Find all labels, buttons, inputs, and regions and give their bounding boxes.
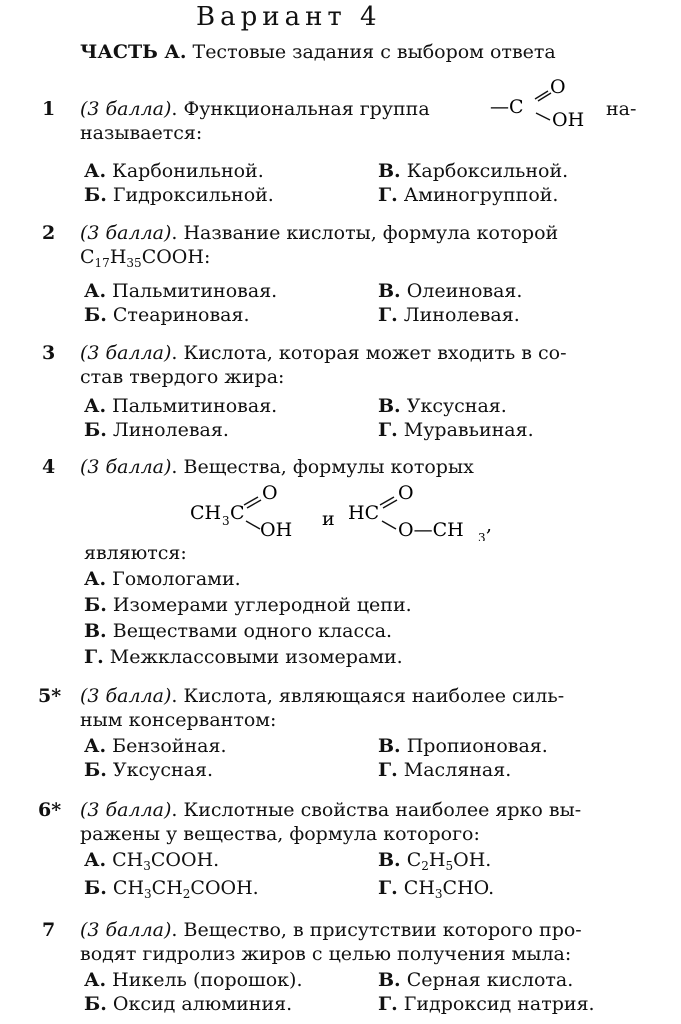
part-header (80, 40, 556, 64)
question-stem (80, 341, 640, 389)
stem-hyphenation: на- (606, 98, 637, 120)
stem-line: . Кислота, которая может входить в со- (171, 342, 567, 364)
stem-line: ражены у вещества, формула которого: (80, 823, 480, 845)
stem-line: . Кислотные свойства наиболее ярко вы- (171, 799, 582, 821)
left-formula-subscript: 3 (222, 514, 230, 528)
option-g: Г. Масляная. (378, 759, 512, 781)
option-v: В. Карбоксильной. (378, 160, 569, 182)
question-points: (3 балла) (80, 222, 172, 244)
option-g: Г. Линолевая. (378, 304, 520, 326)
stem-line: ным консервантом: (80, 709, 277, 731)
option-b: Б. Гидроксильной. (84, 184, 274, 206)
question-stem (80, 684, 640, 732)
question-points: (3 балла) (80, 342, 172, 364)
conjunction: и (322, 508, 335, 530)
option-v: В. Олеиновая. (378, 280, 523, 302)
question-number: 5* (38, 685, 62, 707)
option-g: Г. Аминогруппой. (378, 184, 559, 206)
group-oxygen: O (550, 79, 566, 98)
carboxyl-group-structure (490, 79, 600, 129)
option-v: В. Серная кислота. (378, 969, 574, 991)
option-b: Б. Стеариновая. (84, 304, 250, 326)
question-stem (80, 918, 640, 966)
option-b: Б. Оксид алюминия. (84, 993, 293, 1015)
left-formula-hydroxyl: OH (260, 519, 293, 541)
question-number: 2 (42, 222, 56, 244)
option-a: А. Никель (порошок). (84, 969, 303, 991)
question-points: (3 балла) (80, 98, 172, 120)
right-formula-comma: , (486, 514, 493, 536)
stem-line: . Вещество, в присутствии которого про- (171, 919, 582, 941)
stem-line: водят гидролиз жиров с целью получения мыла: (80, 943, 572, 965)
group-prefix: —C (490, 96, 524, 118)
stem-line: . Название кислоты, формула которой (171, 222, 559, 244)
option-a: А. Бензойная. (84, 735, 227, 757)
question-points: (3 балла) (80, 456, 172, 478)
question-stem (80, 798, 640, 846)
stem-line: называется: (80, 122, 203, 144)
question-stem (80, 455, 640, 479)
right-formula-prefix: HC (348, 502, 380, 524)
acid-formula: $C_{17}H_{35}COOH$: (80, 246, 211, 270)
option-v: В. Веществами одного класса. (84, 620, 393, 642)
stem-line: . Функциональная группа (171, 98, 430, 120)
part-label: ЧАСТЬ А. (80, 41, 187, 63)
question-number: 6* (38, 799, 62, 821)
option-b: Б. $CH_3CH_2COOH$. (84, 877, 259, 901)
question-points: (3 балла) (80, 919, 172, 941)
part-text: Тестовые задания с выбором ответа (192, 41, 556, 63)
stem-line: . Вещества, формулы которых (171, 456, 474, 478)
option-a: А. Пальмитиновая. (84, 280, 278, 302)
left-formula-carbon: C (230, 502, 245, 524)
option-b: Б. Линолевая. (84, 419, 229, 441)
option-g: Г. Муравьиная. (378, 419, 534, 441)
left-formula-prefix: CH (190, 502, 222, 524)
option-g: Г. Межклассовыми изомерами. (84, 646, 403, 668)
stem-line: став твердого жира: (80, 366, 285, 388)
option-a: А. Карбонильной. (84, 160, 264, 182)
stem-line: . Кислота, являющаяся наиболее силь- (171, 685, 565, 707)
question-number: 4 (42, 456, 56, 478)
option-a: А. Гомологами. (84, 568, 241, 590)
right-formula-subscript: 3 (478, 531, 486, 541)
question-points: (3 балла) (80, 799, 172, 821)
option-g: Г. $CH_3CHO$. (378, 877, 495, 901)
option-g: Г. Гидроксид натрия. (378, 993, 595, 1015)
option-b: Б. Уксусная. (84, 759, 213, 781)
right-formula-oxygen: O (398, 482, 414, 504)
option-a: А. Пальмитиновая. (84, 395, 278, 417)
option-v: В. Уксусная. (378, 395, 507, 417)
option-v: В. Пропионовая. (378, 735, 548, 757)
option-b: Б. Изомерами углеродной цепи. (84, 594, 412, 616)
structural-formulas (190, 479, 520, 541)
left-formula-oxygen: O (262, 482, 278, 504)
question-number: 3 (42, 342, 56, 364)
question-number: 1 (42, 98, 56, 120)
stem-line: являются: (84, 542, 187, 564)
right-formula-ester: O—CH (398, 519, 464, 541)
question-points: (3 балла) (80, 685, 172, 707)
group-hydroxyl: OH (552, 109, 585, 129)
option-v: В. $C_2H_5OH$. (378, 849, 492, 873)
question-stem (80, 221, 640, 269)
option-a: А. $CH_3COOH$. (84, 849, 220, 873)
page-title: Вариант 4 (196, 2, 382, 32)
question-number: 7 (42, 919, 56, 941)
